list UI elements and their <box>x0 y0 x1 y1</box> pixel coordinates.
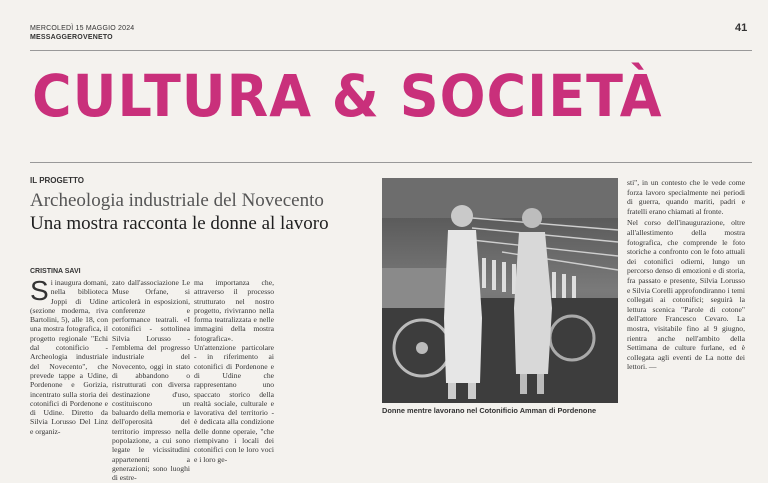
article-photo <box>382 178 618 403</box>
column-5-paragraph-1: sti", in un contesto che le vede come forza lavoro specialmente nei periodi di guerra, quando mariti, padri e fratelli erano chiamati al fronte. <box>627 178 745 216</box>
article-kicker: IL PROGETTO <box>30 176 84 185</box>
issue-date: MERCOLEDÌ 15 MAGGIO 2024 <box>30 25 135 32</box>
article-column-1 <box>30 275 108 436</box>
section-rule <box>30 162 752 163</box>
column-1-text: i inaugura domani, nella biblioteca Joppi di Udine (sezione moderna, riva Bartolini, 5), alle 18, con una mostra fotografica, il progetto regionale "Echi dal cotonificio - Archeologia industriale del Novecento", che prevede tappe a Udine, Pordenone e Gorizia, incentrato sulla storia dei cotonifici di Pordenone e di Udine. Diretto da Silvia Lorusso Del Linz e organiz- <box>30 278 108 436</box>
article-author: CRISTINA SAVI <box>30 268 81 275</box>
page-number: 41 <box>735 22 748 34</box>
photo-caption: Donne mentre lavorano nel Cotonificio Amman di Pordenone <box>382 406 597 415</box>
factory-women-photo <box>382 178 618 403</box>
publication-name: MESSAGGEROVENETO <box>30 34 113 41</box>
header-rule <box>30 50 752 51</box>
article-title-line1: Archeologia industriale del Novecento <box>30 190 324 211</box>
drop-cap: S <box>30 275 49 306</box>
article-column-3: ma importanza che, attraverso il processo strutturato nel nostro progetto, rivivranno nella forma teatralizzata e nelle immagini della mostra fotografica». Un'attenzione particolare - in riferimento ai cotonifici di Pordenone e di Udine che rappresentano uno spaccato storico della realtà sociale, culturale e lavorativa del territorio - è dedicata alla condizione delle donne operaie, "che riempivano i locali dei cotonifici con le loro voci e i loro ge- <box>194 278 274 464</box>
page-header <box>30 24 134 42</box>
section-title: CULTURA & SOCIETÀ <box>32 62 663 131</box>
article-column-5 <box>627 178 745 374</box>
column-5-paragraph-2: Nel corso dell'inaugurazione, oltre all'allestimento della mostra fotografica, che comprende le foto storiche a confronto con le foto attuali dei cotonifici odierni, lungo un percorso denso di emozioni e di storia, fra passato e presente, Silvia Lorusso e Silvia Corelli approfondiranno i temi collegati ai cotonifici; seguirà la lettura scenica "Parole di cotone" dell'attore Francesco Cevaro. La mostra, visitabile fino al 9 giugno, rientra anche nell'ambito della Settimana de culture furlane, ed è collegata agli eventi de La notte dei lettori. — <box>627 218 745 372</box>
article-column-2: zato dall'associazione Le Muse Orfane, si articolerà in esposizioni, conferenze e performance teatrali. «I cotonifici - sottolinea Silvia Lorusso - l'emblema del progresso industriale del Novecento, oggi in stato di abbandono o ristrutturati con diversa destinazione d'uso, costituiscono un baluardo della memoria e dell'operosità del territorio impresso nella popolazione, a cui sono legate le vicissitudini appartenenti a generazioni; sono luoghi di estre- <box>112 278 190 483</box>
article-title-line2: Una mostra racconta le donne al lavoro <box>30 213 329 234</box>
